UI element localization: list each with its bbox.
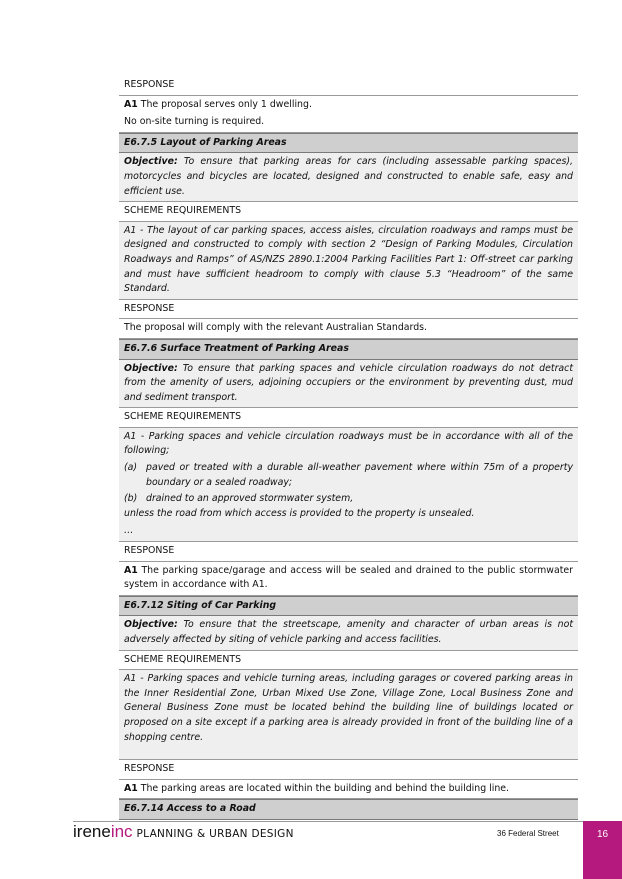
scheme-requirements-label: SCHEME REQUIREMENTS <box>119 408 578 428</box>
objective: Objective: To ensure that parking areas for cars (including assessable parking spaces), motorcycles and bicycles are located, designed and constructed to enable safe, easy and efficient use. <box>119 153 578 202</box>
response-label: RESPONSE <box>119 542 578 562</box>
response-text: The proposal will comply with the relevant Australian Standards. <box>119 319 578 339</box>
response-text: A1 The parking areas are located within the building and behind the building line. <box>119 780 578 800</box>
list-item: (b) drained to an approved stormwater system, <box>124 493 354 505</box>
scheme-requirements-label: SCHEME REQUIREMENTS <box>119 202 578 222</box>
section-heading: E6.7.6 Surface Treatment of Parking Areas <box>119 339 578 360</box>
response-label: RESPONSE <box>119 76 578 96</box>
objective: Objective: To ensure that parking spaces and vehicle circulation roadways do not detract from the amenity of users, adjoining occupiers or the environment by preventing dust, mud and sediment transport. <box>119 360 578 409</box>
footer-address: 36 Federal Street <box>497 829 559 838</box>
response-text: A1 The parking space/garage and access will be sealed and drained to the public stormwater system in accordance with A1. <box>119 562 578 596</box>
scheme-requirements-label: SCHEME REQUIREMENTS <box>119 651 578 671</box>
objective: Objective: To ensure that the streetscape, amenity and character of urban areas is not adversely affected by siting of vehicle parking and access facilities. <box>119 616 578 650</box>
section-heading: E6.7.14 Access to a Road <box>119 799 578 820</box>
page-number: 16 <box>596 829 609 840</box>
requirement-text: A1 - The layout of car parking spaces, access aisles, circulation roadways and ramps must be designed and constructed to comply with section 2 “Design of Parking Modules, Circulation Roadways and Ramps” of AS/NZS 2890.1:2004 Parking Facilities Part 1: Off-street car parking and must have sufficient headroom to comply with clause 5.3 “Headroom” of the same Standard. <box>119 222 578 300</box>
requirement-text: A1 - Parking spaces and vehicle turning areas, including garages or covered parking areas in the Inner Residential Zone, Urban Mixed Use Zone, Village Zone, Local Business Zone and General Business Zone must be located behind the building line of buildings located or proposed on a site except if a parking area is already provided in front of the building line of a shopping centre. <box>119 670 578 760</box>
section-heading: E6.7.12 Siting of Car Parking <box>119 596 578 617</box>
section-heading: E6.7.5 Layout of Parking Areas <box>119 133 578 154</box>
response-text: A1 The proposal serves only 1 dwelling. No on-site turning is required. <box>119 96 578 133</box>
list-item: (a) paved or treated with a durable all-weather pavement where within 75m of a property boundary or a sealed roadway; <box>124 462 573 488</box>
requirement-text: A1 - Parking spaces and vehicle circulation roadways must be in accordance with all of the following; (a) paved or treated with a durable all-weather pavement where within 75m of a property boundary or a sealed roadway; (b) drained to an approved stormwater system, unless the road from which access is provided to the property is unsealed. … <box>119 428 578 542</box>
response-label: RESPONSE <box>119 760 578 780</box>
response-label: RESPONSE <box>119 300 578 320</box>
document-table <box>119 76 578 820</box>
company-logo: ireneinc PLANNING & URBAN DESIGN <box>73 822 294 841</box>
